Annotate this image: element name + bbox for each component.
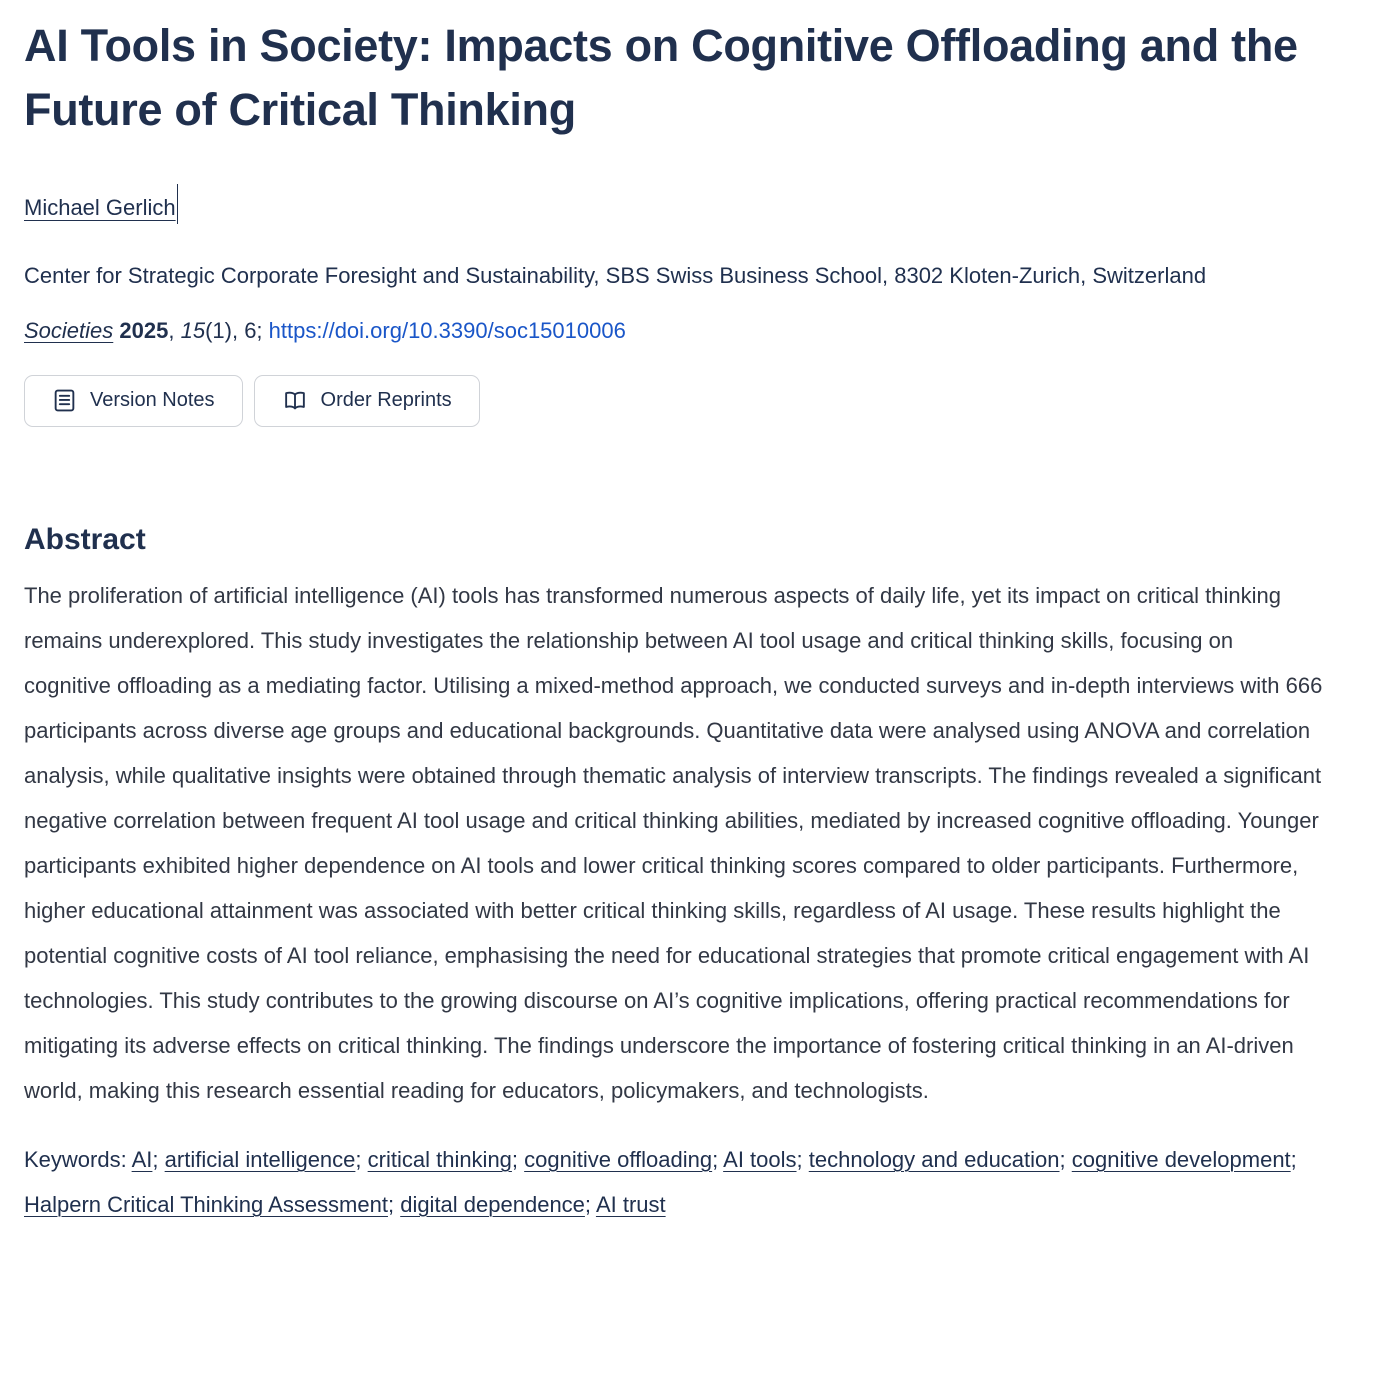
keyword-separator: ; [1059,1146,1072,1172]
keyword-link[interactable]: technology and education [808,1146,1060,1172]
keyword-separator: ; [355,1146,368,1172]
keyword-link[interactable]: AI [131,1146,153,1172]
citation-line [24,317,1376,345]
doi-link[interactable]: https://doi.org/10.3390/soc15010006 [268,317,626,343]
text-cursor [177,184,178,224]
author-link[interactable]: Michael Gerlich [24,194,176,220]
version-notes-icon [52,388,77,413]
keywords-label: Keywords: [24,1146,132,1172]
keyword-link[interactable]: cognitive offloading [524,1146,713,1172]
keyword-separator: ; [152,1146,165,1172]
keyword-link[interactable]: AI trust [595,1191,666,1217]
abstract-text: The proliferation of artificial intelligence (AI) tools has transformed numerous aspects of daily life, yet its impact on critical thinking remains underexplored. This study investigates the relationship between AI tool usage and critical thinking skills, focusing on cognitive offloading as a mediating factor. Utilising a mixed-method approach, we conducted surveys and in-depth interviews with 666 participants across diverse age groups and educational backgrounds. Quantitative data were analysed using ANOVA and correlation analysis, while qualitative insights were obtained through thematic analysis of interview transcripts. The findings revealed a significant negative correlation between frequent AI tool usage and critical thinking abilities, mediated by increased cognitive offloading. Younger participants exhibited higher dependence on AI tools and lower critical thinking scores compared to older participants. Furthermore, higher educational attainment was associated with better critical thinking skills, regardless of AI usage. These results highlight the potential cognitive costs of AI tool reliance, emphasising the need for educational strategies that promote critical engagement with AI technologies. This study contributes to the growing discourse on AI’s cognitive implications, offering practical recommendations for mitigating its adverse effects on critical thinking. The findings underscore the importance of fostering critical thinking in an AI-driven world, making this research essential reading for educators, policymakers, and technologists. [24,582,1323,1103]
keyword-separator: ; [1290,1146,1297,1172]
citation-separator: , [168,317,181,343]
keyword-separator: ; [796,1146,809,1172]
keyword-link[interactable]: cognitive development [1071,1146,1291,1172]
keyword-separator: ; [511,1146,525,1172]
citation-volume: 15 [180,317,206,343]
order-reprints-label: Order Reprints [320,389,452,412]
journal-link[interactable]: Societies [24,317,114,343]
author-row [24,184,1376,224]
keyword-link[interactable]: artificial intelligence [164,1146,356,1172]
keyword-separator: ; [387,1191,401,1217]
citation-year: 2025 [119,317,169,343]
order-reprints-icon [282,388,308,413]
keyword-link[interactable]: critical thinking [367,1146,512,1172]
keywords-list [24,1147,1297,1217]
version-notes-label: Version Notes [90,389,215,412]
page-title: AI Tools in Society: Impacts on Cognitive Offloading and the Future of Critical Thinking [24,20,1298,135]
keywords-line [24,1137,1324,1237]
version-notes-button[interactable] [24,375,243,427]
order-reprints-button[interactable] [254,375,480,427]
action-button-row [24,375,1376,427]
keyword-link[interactable]: Halpern Critical Thinking Assessment [24,1191,388,1217]
keyword-separator: ; [584,1191,596,1217]
affiliation: Center for Strategic Corporate Foresight and Sustainability, SBS Swiss Business School, 8302 Kloten-Zurich, Switzerland [24,262,1207,288]
keyword-link[interactable]: digital dependence [400,1191,585,1217]
keyword-link[interactable]: AI tools [723,1146,797,1172]
citation-issue: (1), 6; [205,317,269,343]
keyword-separator: ; [712,1146,724,1172]
abstract-heading: Abstract [24,522,146,556]
